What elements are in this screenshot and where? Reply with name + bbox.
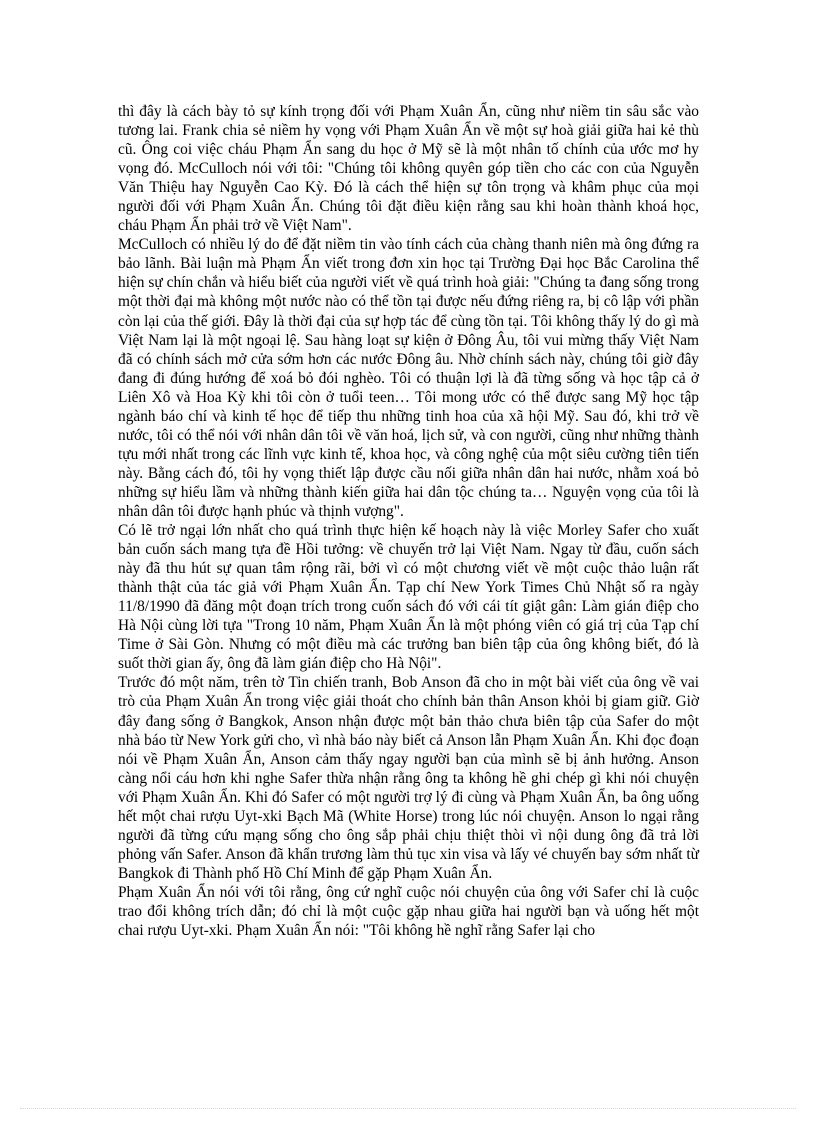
paragraph-3: Có lẽ trở ngại lớn nhất cho quá trình thực hiện kế hoạch này là việc Morley Safer cho xuất bản cuốn sách mang tựa đề Hồi tưởng: về chuyến trở lại Việt Nam. Ngay từ đầu, cuốn sách này đã thu hút sự quan tâm rộng rãi, bởi vì có một chương viết về một cuộc thảo luận rất thành thật của tác giả với Phạm Xuân Ẩn. Tạp chí New York Times Chủ Nhật số ra ngày 11/8/1990 đã đăng một đoạn trích trong cuốn sách đó với cái tít giật gân: Làm gián điệp cho Hà Nội cùng lời tựa "Trong 10 năm, Phạm Xuân Ẩn là một phóng viên có giá trị của Tạp chí Time ở Sài Gòn. Nhưng có một điều mà các trưởng ban biên tập của ông không biết, đó là suốt thời gian ấy, ông đã làm gián điệp cho Hà Nội". xyxy=(118,522,699,673)
document-body xyxy=(118,102,699,940)
paragraph-5: Phạm Xuân Ẩn nói với tôi rằng, ông cứ nghĩ cuộc nói chuyện của ông với Safer chỉ là cuộc trao đổi không trích dẫn; đó chỉ là một cuộc gặp nhau giữa hai người bạn và uống hết một chai rượu Uyt-xki. Phạm Xuân Ẩn nói: "Tôi không hề nghĩ rằng Safer lại cho xyxy=(118,883,699,940)
page-bottom-divider xyxy=(20,1108,796,1109)
paragraph-4: Trước đó một năm, trên tờ Tin chiến tranh, Bob Anson đã cho in một bài viết của ông về vai trò của Phạm Xuân Ẩn trong việc giải thoát cho chính bản thân Anson khỏi bị giam giữ. Giờ đây đang sống ở Bangkok, Anson nhận được một bản thảo chưa biên tập của Safer do một nhà báo từ New York gửi cho, vì nhà báo này biết cả Anson lẫn Phạm Xuân Ẩn. Khi đọc đoạn nói về Phạm Xuân Ẩn, Anson cảm thấy ngay người bạn của mình sẽ bị ảnh hưởng. Anson càng nổi cáu hơn khi nghe Safer thừa nhận rằng ông ta không hề ghi chép gì khi nói chuyện với Phạm Xuân Ẩn. Khi đó Safer có một người trợ lý đi cùng và Phạm Xuân Ẩn, ba ông uống hết một chai rượu Uyt-xki Bạch Mã (White Horse) trong lúc nói chuyện. Anson lo ngại rằng người đã từng cứu mạng sống cho ông sắp phải chịu thiệt thòi vì nội dung ông đã trả lời phỏng vấn Safer. Anson đã khẩn trương làm thủ tục xin visa và lấy vé chuyến bay sớm nhất từ Bangkok đi Thành phố Hồ Chí Minh để gặp Phạm Xuân Ẩn. xyxy=(118,674,699,882)
paragraph-2: McCulloch có nhiều lý do để đặt niềm tin vào tính cách của chàng thanh niên mà ông đứng ra bảo lãnh. Bài luận mà Phạm Ẩn viết trong đơn xin học tại Trường Đại học Bắc Carolina thể hiện sự chín chắn và hiểu biết của người viết về quá trình hoà giải: "Chúng ta đang sống trong một thời đại mà không một nước nào có thể tồn tại được nếu đứng riêng ra, bị cô lập với phần còn lại của thế giới. Đây là thời đại của sự hợp tác để cùng tồn tại. Tôi không thấy lý do gì mà Việt Nam lại là một ngoại lệ. Sau hàng loạt sự kiện ở Đông Âu, tôi vui mừng thấy Việt Nam đã có chính sách mở cửa sớm hơn các nước Đông âu. Nhờ chính sách này, chúng tôi giờ đây đang đi đúng hướng để xoá bỏ đói nghèo. Tôi có thuận lợi là đã từng sống và học tập cả ở Liên Xô và Hoa Kỳ khi tôi còn ở tuổi teen… Tôi mong ước có thể được sang Mỹ học tập ngành báo chí và kinh tế học để tiếp thu những tinh hoa của xã hội Mỹ. Sau đó, khi trở về nước, tôi có thể nói với nhân dân tôi về văn hoá, lịch sử, và con người, cũng như những thành tựu mới nhất trong các lĩnh vực kinh tế, khoa học, và công nghệ của một siêu cường tiên tiến này. Bằng cách đó, tôi hy vọng thiết lập được cầu nối giữa nhân dân hai nước, nhằm xoá bỏ những sự hiểu lầm và những thành kiến giữa hai dân tộc chúng ta… Nguyện vọng của tôi là nhân dân tôi được hạnh phúc và thịnh vượng". xyxy=(118,236,699,520)
paragraph-1: thì đây là cách bày tỏ sự kính trọng đối với Phạm Xuân Ẩn, cũng như niềm tin sâu sắc vào tương lai. Frank chia sẻ niềm hy vọng với Phạm Xuân Ẩn về một sự hoà giải giữa hai kẻ thù cũ. Ông coi việc cháu Phạm Ẩn sang du học ở Mỹ sẽ là một nhân tố chính của ước mơ hy vọng đó. McCulloch nói với tôi: "Chúng tôi không quyên góp tiền cho các con của Nguyễn Văn Thiệu hay Nguyễn Cao Kỳ. Đó là cách thể hiện sự tôn trọng và khâm phục của mọi người đối với Phạm Xuân Ẩn. Chúng tôi đặt điều kiện rằng sau khi hoàn thành khoá học, cháu Phạm Ẩn phải trở về Việt Nam". xyxy=(118,103,699,235)
